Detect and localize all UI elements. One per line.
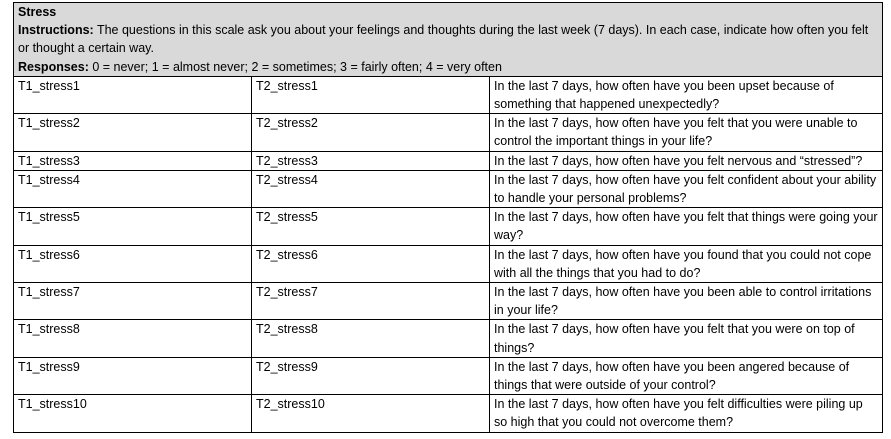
t1-variable-cell: T1_stress10 bbox=[14, 395, 252, 432]
table-row bbox=[14, 151, 883, 170]
table-row bbox=[14, 208, 883, 245]
table-row bbox=[14, 76, 883, 113]
question-cell: In the last 7 days, how often have you been upset because of something that happened unexpectedly? bbox=[490, 76, 883, 113]
question-cell: In the last 7 days, how often have you felt confident about your ability to handle your personal problems? bbox=[490, 170, 883, 207]
table-row bbox=[14, 245, 883, 282]
t2-variable-cell: T2_stress2 bbox=[252, 114, 490, 151]
t1-variable-cell: T1_stress2 bbox=[14, 114, 252, 151]
t1-variable-cell: T1_stress9 bbox=[14, 357, 252, 394]
table-row bbox=[14, 320, 883, 357]
table-row bbox=[14, 170, 883, 207]
question-cell: In the last 7 days, how often have you felt that you were on top of things? bbox=[490, 320, 883, 357]
question-cell: In the last 7 days, how often have you felt nervous and “stressed”? bbox=[490, 151, 883, 170]
t1-variable-cell: T1_stress7 bbox=[14, 283, 252, 320]
question-cell: In the last 7 days, how often have you been able to control irritations in your life? bbox=[490, 283, 883, 320]
instructions-label: Instructions: bbox=[18, 23, 94, 38]
question-cell: In the last 7 days, how often have you felt difficulties were piling up so high that you could not overcome them? bbox=[490, 395, 883, 432]
question-cell: In the last 7 days, how often have you felt that you were unable to control the important things in your life? bbox=[490, 114, 883, 151]
t2-variable-cell: T2_stress1 bbox=[252, 76, 490, 113]
t2-variable-cell: T2_stress10 bbox=[252, 395, 490, 432]
question-cell: In the last 7 days, how often have you found that you could not cope with all the things that you had to do? bbox=[490, 245, 883, 282]
t1-variable-cell: T1_stress4 bbox=[14, 170, 252, 207]
t1-variable-cell: T1_stress1 bbox=[14, 76, 252, 113]
table-row bbox=[14, 283, 883, 320]
t2-variable-cell: T2_stress4 bbox=[252, 170, 490, 207]
stress-scale-table bbox=[13, 2, 883, 433]
stress-scale-document bbox=[13, 2, 882, 433]
t2-variable-cell: T2_stress8 bbox=[252, 320, 490, 357]
t2-variable-cell: T2_stress7 bbox=[252, 283, 490, 320]
responses-label: Responses: bbox=[18, 59, 89, 74]
t1-variable-cell: T1_stress6 bbox=[14, 245, 252, 282]
t1-variable-cell: T1_stress5 bbox=[14, 208, 252, 245]
responses-text: 0 = never; 1 = almost never; 2 = sometimes; 3 = fairly often; 4 = very often bbox=[88, 59, 502, 74]
table-row bbox=[14, 395, 883, 432]
scale-title: Stress bbox=[18, 5, 57, 19]
table-row bbox=[14, 357, 883, 394]
t2-variable-cell: T2_stress3 bbox=[252, 151, 490, 170]
t2-variable-cell: T2_stress6 bbox=[252, 245, 490, 282]
header-row bbox=[14, 3, 883, 77]
table-row bbox=[14, 114, 883, 151]
t2-variable-cell: T2_stress9 bbox=[252, 357, 490, 394]
responses bbox=[18, 58, 878, 76]
header-cell bbox=[14, 3, 883, 77]
instructions bbox=[18, 21, 878, 57]
t1-variable-cell: T1_stress8 bbox=[14, 320, 252, 357]
t1-variable-cell: T1_stress3 bbox=[14, 151, 252, 170]
instructions-text: The questions in this scale ask you about your feelings and thoughts during the last week (7 days). In each case, indicate how often you felt or thought a certain way. bbox=[18, 23, 869, 56]
question-cell: In the last 7 days, how often have you felt that things were going your way? bbox=[490, 208, 883, 245]
question-cell: In the last 7 days, how often have you been angered because of things that were outside of your control? bbox=[490, 357, 883, 394]
t2-variable-cell: T2_stress5 bbox=[252, 208, 490, 245]
